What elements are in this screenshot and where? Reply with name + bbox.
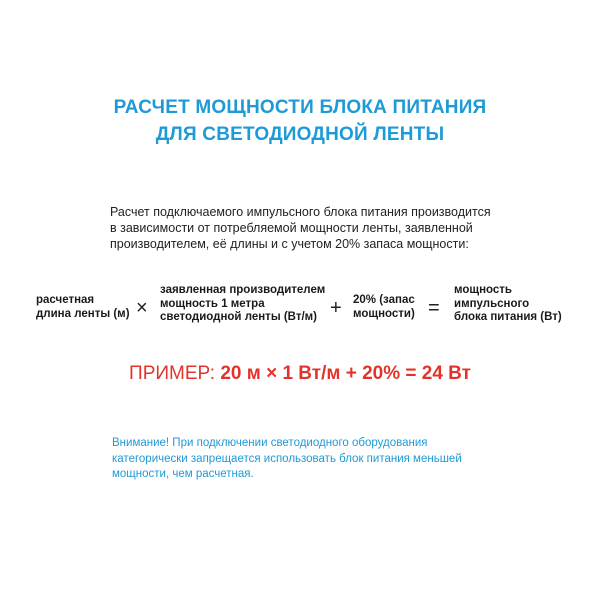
intro-line-1: Расчет подключаемого импульсного блока питания производится xyxy=(110,205,491,219)
formula-term-result-line-1: мощность xyxy=(454,284,512,296)
equals-operator: = xyxy=(428,297,440,319)
warning-line-2: категорически запрещается использовать блок питания меньшей xyxy=(112,452,462,465)
formula-term-reserve xyxy=(353,294,415,321)
warning-note xyxy=(112,436,512,483)
title-line-1: РАСЧЕТ МОЩНОСТИ БЛОКА ПИТАНИЯ xyxy=(113,97,487,118)
formula-term-reserve-line-2: мощности) xyxy=(353,307,415,320)
warning-line-1: Внимание! При подключении светодиодного оборудования xyxy=(112,437,428,449)
formula-term-length xyxy=(36,294,130,321)
formula-term-reserve-line-1: 20% (запас xyxy=(353,294,415,306)
example-expression: 20 м × 1 Вт/м + 20% = 24 Вт xyxy=(220,363,471,384)
example-prefix: ПРИМЕР: xyxy=(129,363,221,384)
formula-term-length-line-2: длина ленты (м) xyxy=(36,307,130,320)
formula xyxy=(0,278,600,338)
warning-line-3: мощности, чем расчетная. xyxy=(112,468,254,480)
formula-term-power-per-meter xyxy=(160,284,325,325)
intro-line-2: в зависимости от потребляемой мощности ленты, заявленной xyxy=(110,221,473,235)
title-line-2: ДЛЯ СВЕТОДИОДНОЙ ЛЕНТЫ xyxy=(155,124,445,145)
formula-term-power-line-1: заявленная производителем xyxy=(160,284,326,296)
page-title xyxy=(0,94,600,148)
formula-term-result-line-2: импульсного xyxy=(454,297,530,310)
intro-line-3: производителем, её длины и с учетом 20% запаса мощности: xyxy=(110,237,469,251)
formula-term-power-line-2: мощность 1 метра xyxy=(160,297,265,310)
multiply-operator: × xyxy=(136,297,148,319)
formula-term-length-line-1: расчетная xyxy=(36,294,95,306)
formula-term-result-line-3: блока питания (Вт) xyxy=(454,311,562,323)
formula-term-power-line-3: светодиодной ленты (Вт/м) xyxy=(160,311,317,323)
example-line xyxy=(0,362,600,386)
intro-paragraph xyxy=(110,204,530,252)
formula-term-result xyxy=(454,284,562,325)
plus-operator: + xyxy=(330,297,342,319)
